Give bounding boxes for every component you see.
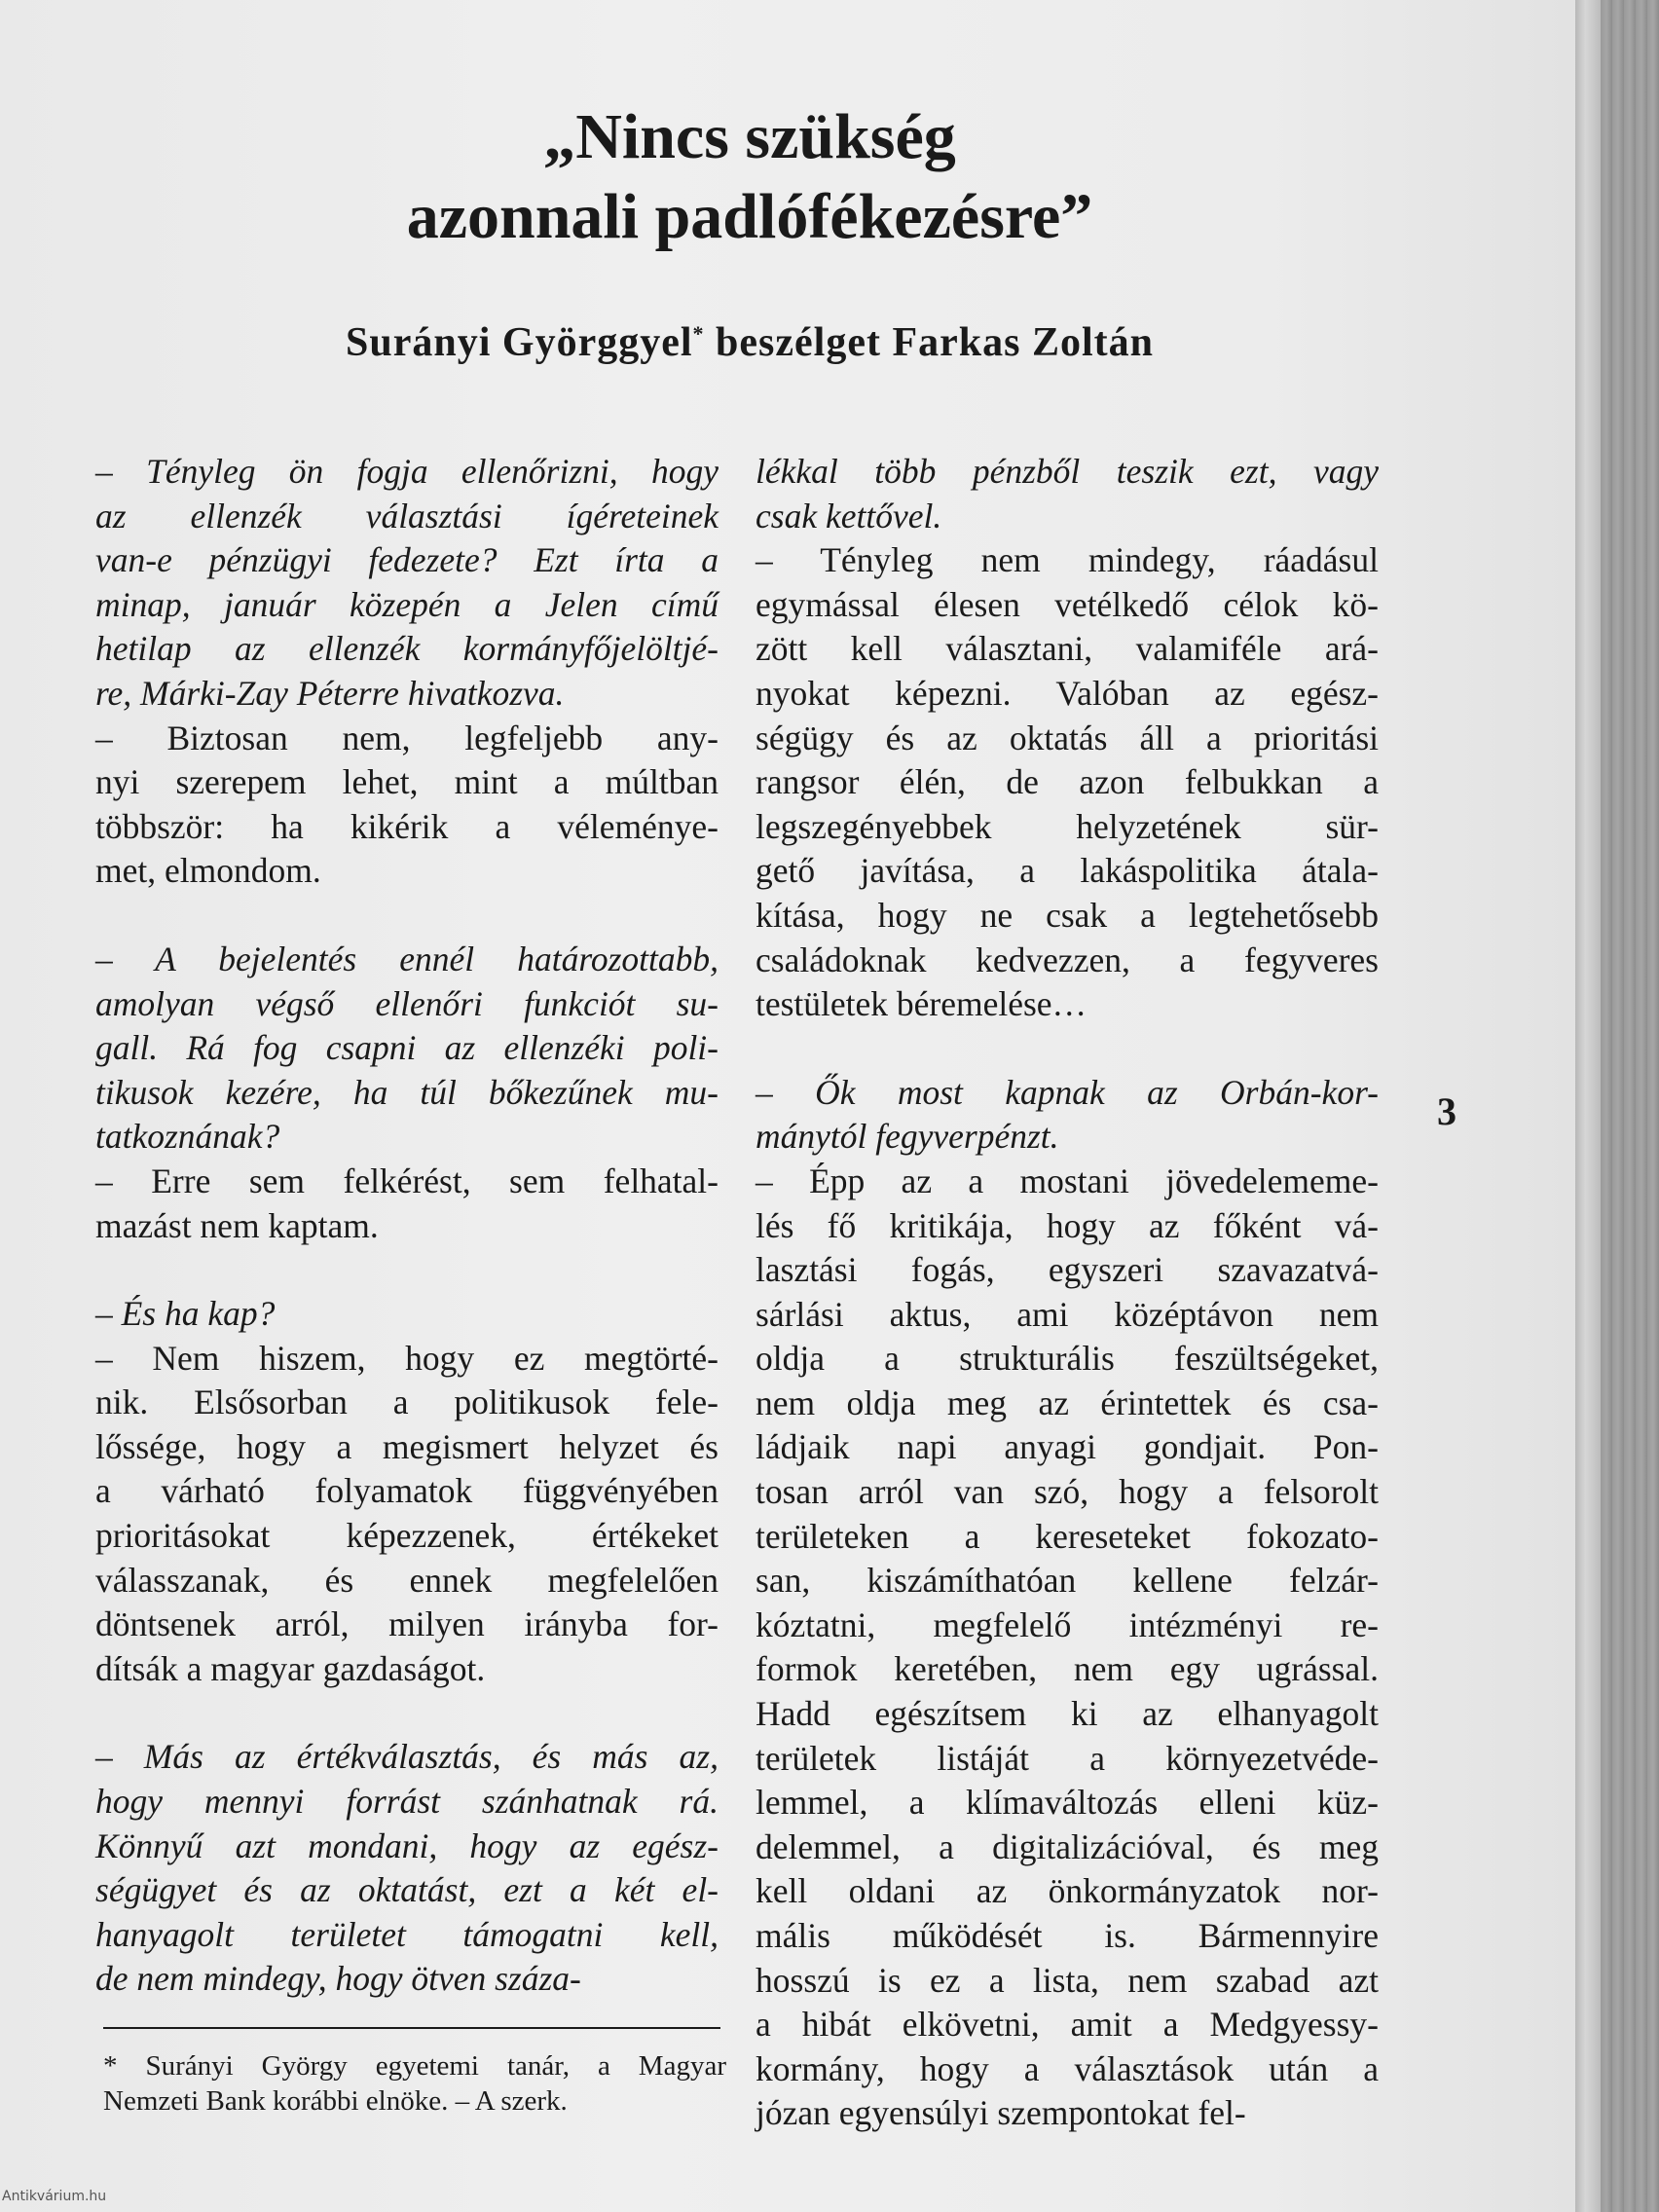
text-line: tosan arról van szó, hogy a felsorolt xyxy=(756,1472,1379,1512)
text-line: san, kiszámíthatóan kellene felzár- xyxy=(756,1561,1379,1601)
text-line: ládjaik napi anyagi gondjait. Pon- xyxy=(756,1427,1379,1467)
text-line: döntsenek arról, milyen irányba for- xyxy=(95,1604,719,1644)
text-line: tikusok kezére, ha túl bőkezűnek mu- xyxy=(95,1072,719,1112)
text-line: hetilap az ellenzék kormányfőjelöltjé- xyxy=(95,629,719,669)
text-line: egymással élesen vetélkedő célok kö- xyxy=(756,584,1379,624)
text-line: – Biztosan nem, legfeljebb any- xyxy=(95,718,719,757)
text-line: kítása, hogy ne csak a legtehetősebb xyxy=(756,895,1379,935)
footnote-marker: * xyxy=(692,321,705,346)
footnote-rule xyxy=(103,2027,720,2029)
text-line: – Tényleg ön fogja ellenőrizni, hogy xyxy=(95,452,719,491)
text-line: – Tényleg nem mindegy, ráadásul xyxy=(756,540,1379,580)
text-line: kell oldani az önkormányzatok nor- xyxy=(756,1871,1379,1911)
paragraph-gap xyxy=(95,894,719,938)
paragraph-gap xyxy=(756,1027,1379,1071)
text-line: oldja a strukturális feszültségeket, xyxy=(756,1339,1379,1379)
title-line-2: azonnali padlófékezésre” xyxy=(406,181,1093,252)
text-line: kóztatni, megfelelő intézményi re- xyxy=(756,1604,1379,1644)
text-line: mazást nem kaptam. xyxy=(95,1205,379,1245)
text-line: nem oldja meg az érintettek és csa- xyxy=(756,1382,1379,1422)
text-line: a hibát elkövetni, amit a Medgyessy- xyxy=(756,2005,1379,2045)
footnote-line-2: Nemzeti Bank korábbi elnöke. – A szerk. xyxy=(103,2085,568,2117)
text-line: – Erre sem felkérést, sem felhatal- xyxy=(95,1161,719,1200)
text-line: hanyagolt területet támogatni kell, xyxy=(95,1914,719,1954)
interview-question xyxy=(95,1292,719,1337)
page-edge xyxy=(1575,0,1601,2212)
text-line: nyokat képezni. Valóban az egész- xyxy=(756,673,1379,713)
text-line: lemmel, a klímaváltozás elleni küz- xyxy=(756,1783,1379,1823)
subtitle-interviewee: Surányi Györggyel xyxy=(346,320,693,365)
text-line: testületek béremelése… xyxy=(756,984,1088,1024)
text-line: területek listáját a környezetvéde- xyxy=(756,1738,1379,1778)
text-line: lés fő kritikája, hogy az főként vá- xyxy=(756,1205,1379,1245)
interview-question xyxy=(756,450,1379,538)
left-column xyxy=(95,450,719,2002)
text-line: kormány, hogy a választások után a xyxy=(756,2048,1379,2088)
text-line: mális működését is. Bármennyire xyxy=(756,1916,1379,1955)
article-title xyxy=(136,97,1363,257)
text-line: lőssége, hogy a megismert helyzet és xyxy=(95,1426,719,1466)
text-line: nik. Elsősorban a politikusok fele- xyxy=(95,1382,719,1422)
text-line: csak kettővel. xyxy=(756,496,942,535)
text-line: sárlási aktus, ami középtávon nem xyxy=(756,1294,1379,1334)
paragraph-gap xyxy=(95,1248,719,1292)
text-line: – És ha kap? xyxy=(95,1294,276,1334)
page-number: 3 xyxy=(1437,1089,1456,1133)
interview-answer xyxy=(95,1337,719,1692)
text-line: formok keretében, nem egy ugrással. xyxy=(756,1649,1379,1689)
subtitle-interviewer: beszélget Farkas Zoltán xyxy=(704,320,1154,365)
text-line: amolyan végső ellenőri funkciót su- xyxy=(95,983,719,1023)
title-line-1: „Nincs szükség xyxy=(543,101,956,172)
footnote-line-1: * Surányi György egyetemi tanár, a Magyar xyxy=(103,2050,726,2082)
text-line: lékkal több pénzből teszik ezt, vagy xyxy=(756,452,1379,491)
text-line: delemmel, a digitalizációval, és meg xyxy=(756,1826,1379,1866)
right-column xyxy=(756,450,1379,2136)
text-line: ségügyet és az oktatást, ezt a két el- xyxy=(95,1870,719,1910)
text-line: de nem mindegy, hogy ötven száza- xyxy=(95,1959,581,1999)
interview-answer xyxy=(756,1160,1379,2136)
text-line: rangsor élén, de azon felbukkan a xyxy=(756,762,1379,802)
article-subtitle xyxy=(136,319,1363,366)
text-line: Hadd egészítsem ki az elhanyagolt xyxy=(756,1694,1379,1734)
interview-question xyxy=(95,938,719,1160)
text-line: józan egyensúlyi szempontokat fel- xyxy=(756,2093,1246,2133)
text-line: az ellenzék választási ígéreteinek xyxy=(95,496,719,535)
text-line: területeken a kereseteket fokozato- xyxy=(756,1516,1379,1556)
text-line: – Épp az a mostani jövedelememe- xyxy=(756,1161,1379,1200)
text-line: re, Márki-Zay Péterre hivatkozva. xyxy=(95,673,565,713)
text-line: gall. Rá fog csapni az ellenzéki poli- xyxy=(95,1028,719,1068)
watermark: Antikvárium.hu xyxy=(2,2189,107,2204)
paragraph-gap xyxy=(95,1691,719,1735)
text-line: legszegényebbek helyzetének sür- xyxy=(756,806,1379,846)
text-line: gető javítása, a lakáspolitika átala- xyxy=(756,851,1379,891)
text-line: tatkoznának? xyxy=(95,1117,280,1157)
text-line: ségügy és az oktatás áll a prioritási xyxy=(756,718,1379,757)
text-line: – Ők most kapnak az Orbán-kor- xyxy=(756,1072,1379,1112)
text-line: mánytól fegyverpénzt. xyxy=(756,1117,1059,1157)
text-line: lasztási fogás, egyszeri szavazatvá- xyxy=(756,1250,1379,1290)
text-line: többször: ha kikérik a véleménye- xyxy=(95,806,719,846)
text-line: hosszú is ez a lista, nem szabad azt xyxy=(756,1960,1379,2000)
interview-answer xyxy=(95,717,719,894)
text-line: zött kell választani, valamiféle ará- xyxy=(756,629,1379,669)
text-line: hogy mennyi forrást szánhatnak rá. xyxy=(95,1782,719,1822)
text-line: – A bejelentés ennél határozottabb, xyxy=(95,939,719,978)
text-line: – Más az értékválasztás, és más az, xyxy=(95,1737,719,1777)
text-line: van-e pénzügyi fedezete? Ezt írta a xyxy=(95,540,719,580)
text-line: családoknak kedvezzen, a fegyveres xyxy=(756,940,1379,979)
interview-question xyxy=(95,1735,719,2002)
text-line: Könnyű azt mondani, hogy az egész- xyxy=(95,1825,719,1865)
text-line: minap, január közepén a Jelen című xyxy=(95,584,719,624)
text-line: válasszanak, és ennek megfelelően xyxy=(95,1560,719,1600)
background-strip xyxy=(1601,0,1659,2212)
interview-question xyxy=(756,1071,1379,1160)
text-line: dítsák a magyar gazdaságot. xyxy=(95,1648,486,1688)
footnote xyxy=(103,2048,726,2119)
text-line: nyi szerepem lehet, mint a múltban xyxy=(95,762,719,802)
interview-answer xyxy=(756,538,1379,1027)
text-line: prioritásokat képezzenek, értékeket xyxy=(95,1516,719,1556)
text-line: a várható folyamatok függvényében xyxy=(95,1471,719,1511)
text-line: – Nem hiszem, hogy ez megtörté- xyxy=(95,1338,719,1378)
text-line: met, elmondom. xyxy=(95,851,321,891)
interview-answer xyxy=(95,1160,719,1248)
interview-question xyxy=(95,450,719,717)
